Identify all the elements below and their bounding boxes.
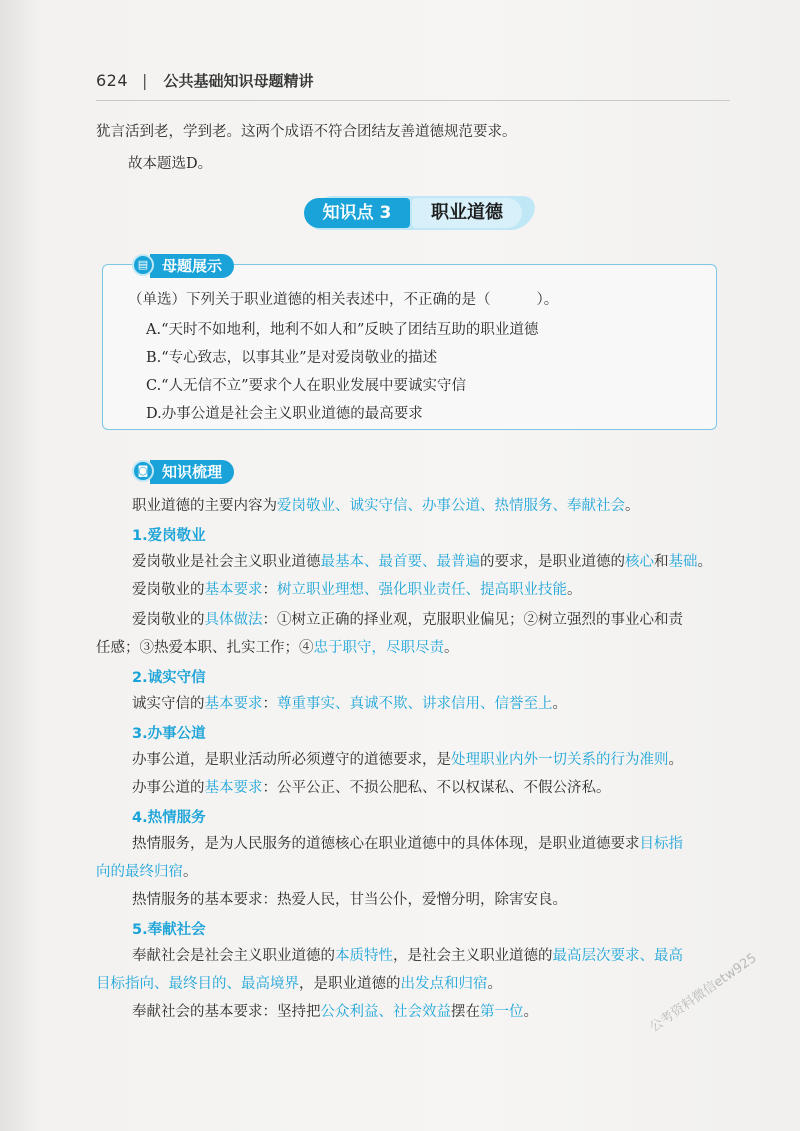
highlight: 公众利益、社会效益 <box>320 1004 451 1020</box>
section-title-5: 5.奉献社会 <box>132 922 206 938</box>
highlight: 基本要求 <box>204 696 263 712</box>
text: 任感；③热爱本职、扎实工作；④ <box>96 640 314 656</box>
s5-line-1 <box>132 946 683 966</box>
text: 。 <box>567 582 582 598</box>
highlight: 尊重事实、真诚不欺、讲求信用、信誉至上 <box>277 696 553 712</box>
question-stem <box>128 290 558 310</box>
s1-line-2 <box>132 580 582 600</box>
highlight: 第一位 <box>480 1004 524 1020</box>
text: 办事公道，是职业活动所必须遵守的道德要求，是 <box>132 752 451 768</box>
text: ： <box>262 696 277 712</box>
section-title-1: 1.爱岗敬业 <box>132 528 206 544</box>
text: ：公平公正、不损公肥私、不以权谋私、不假公济私。 <box>262 780 611 796</box>
s3-line-1 <box>132 750 683 770</box>
text: 办事公道的 <box>132 780 205 796</box>
highlight: 目标指 <box>639 836 683 852</box>
highlight: 树立职业理想、强化职业责任、提高职业技能 <box>277 582 567 598</box>
highlight: 最基本、最首要、最普遍 <box>320 554 480 570</box>
highlight: 本质特性 <box>335 948 393 964</box>
text: ，是职业道德的 <box>299 976 401 992</box>
text: 。 <box>552 696 567 712</box>
s4-line-2 <box>96 862 198 882</box>
section-title-3: 3.办事公道 <box>132 726 206 742</box>
highlight: 基本要求 <box>204 780 263 796</box>
s1-line-4 <box>96 638 459 658</box>
s5-line-2 <box>96 974 502 994</box>
review-intro <box>132 496 640 516</box>
s4-line-1 <box>132 834 683 854</box>
text: ： <box>262 582 277 598</box>
intro-line-2: 故本题选D。 <box>128 156 213 172</box>
text: 奉献社会是社会主义职业道德的 <box>132 948 335 964</box>
highlight: 出发点和归宿 <box>400 976 488 992</box>
intro-line-1: 犹言活到老，学到老。这两个成语不符合团结友善道德规范要求。 <box>96 124 517 140</box>
highlight: 处理职业内外一切关系的行为准则 <box>451 752 669 768</box>
section-title-4: 4.热情服务 <box>132 810 206 826</box>
text: 。 <box>523 1004 538 1020</box>
highlight: 基础 <box>668 554 698 570</box>
text: 。 <box>444 640 459 656</box>
highlight: 核心 <box>625 554 654 570</box>
highlight: 目标指向、最终目的、最高境界 <box>96 976 299 992</box>
notebook-icon: ◙ <box>132 460 154 482</box>
knowledge-review-tag-label: 知识梳理 <box>150 460 234 484</box>
option-a: A.“天时不如地利，地利不如人和”反映了团结互助的职业道德 <box>146 322 539 338</box>
document-icon: ▤ <box>132 254 154 276</box>
page-number: 624 <box>96 71 129 90</box>
text: 。 <box>668 752 683 768</box>
text: 。 <box>183 864 198 880</box>
highlight: 爱岗敬业、诚实守信、办事公道、热情服务、奉献社会 <box>277 498 625 514</box>
page-header <box>96 70 313 91</box>
highlight: 向的最终归宿 <box>96 864 183 880</box>
text: 职业道德的主要内容为 <box>132 498 277 514</box>
option-c: C.“人无信不立”要求个人在职业发展中要诚实守信 <box>146 378 467 394</box>
s4-line-3: 热情服务的基本要求：热爱人民，甘当公仆，爱憎分明，除害安良。 <box>132 892 567 908</box>
text: 。 <box>625 498 640 514</box>
highlight: 最高层次要求、最高 <box>552 948 683 964</box>
knowledge-point-banner <box>300 196 532 232</box>
watermark: 公考资料微信etw925 <box>647 950 760 1036</box>
text: 爱岗敬业的 <box>132 582 205 598</box>
option-b: B.“专心致志，以事其业”是对爱岗敬业的描述 <box>146 350 438 366</box>
option-d: D.办事公道是社会主义职业道德的最高要求 <box>146 406 423 422</box>
mother-question-tag-label: 母题展示 <box>150 254 234 278</box>
question-stem-end: ）。 <box>536 292 559 308</box>
text: 爱岗敬业是社会主义职业道德 <box>132 554 321 570</box>
text: 。 <box>697 554 712 570</box>
text: 奉献社会的基本要求：坚持把 <box>132 1004 321 1020</box>
text: 热情服务，是为人民服务的道德核心在职业道德中的具体体现，是职业道德要求 <box>132 836 640 852</box>
text: 和 <box>654 554 669 570</box>
highlight: 忠于职守，尽职尽责 <box>313 640 444 656</box>
s1-line-3 <box>132 610 683 630</box>
s1-line-1 <box>132 552 712 572</box>
s3-line-2 <box>132 778 611 798</box>
s2-line-1 <box>132 694 567 714</box>
question-stem-text: （单选）下列关于职业道德的相关表述中，不正确的是（ <box>128 292 491 308</box>
text: 的要求，是职业道德的 <box>480 554 625 570</box>
text: 爱岗敬业的 <box>132 612 205 628</box>
text: ，是社会主义职业道德的 <box>393 948 553 964</box>
header-separator: | <box>142 71 148 90</box>
text: 诚实守信的 <box>132 696 205 712</box>
text: ：①树立正确的择业观，克服职业偏见；②树立强烈的事业心和责 <box>262 612 683 628</box>
knowledge-point-label: 知识点 3 <box>304 198 410 228</box>
highlight: 基本要求 <box>204 582 263 598</box>
s5-line-3 <box>132 1002 538 1022</box>
knowledge-point-title: 职业道德 <box>412 198 522 228</box>
section-title-2: 2.诚实守信 <box>132 670 206 686</box>
header-divider <box>96 100 730 101</box>
highlight: 具体做法 <box>204 612 263 628</box>
book-title: 公共基础知识母题精讲 <box>163 72 314 90</box>
text: 摆在 <box>451 1004 480 1020</box>
text: 。 <box>487 976 502 992</box>
